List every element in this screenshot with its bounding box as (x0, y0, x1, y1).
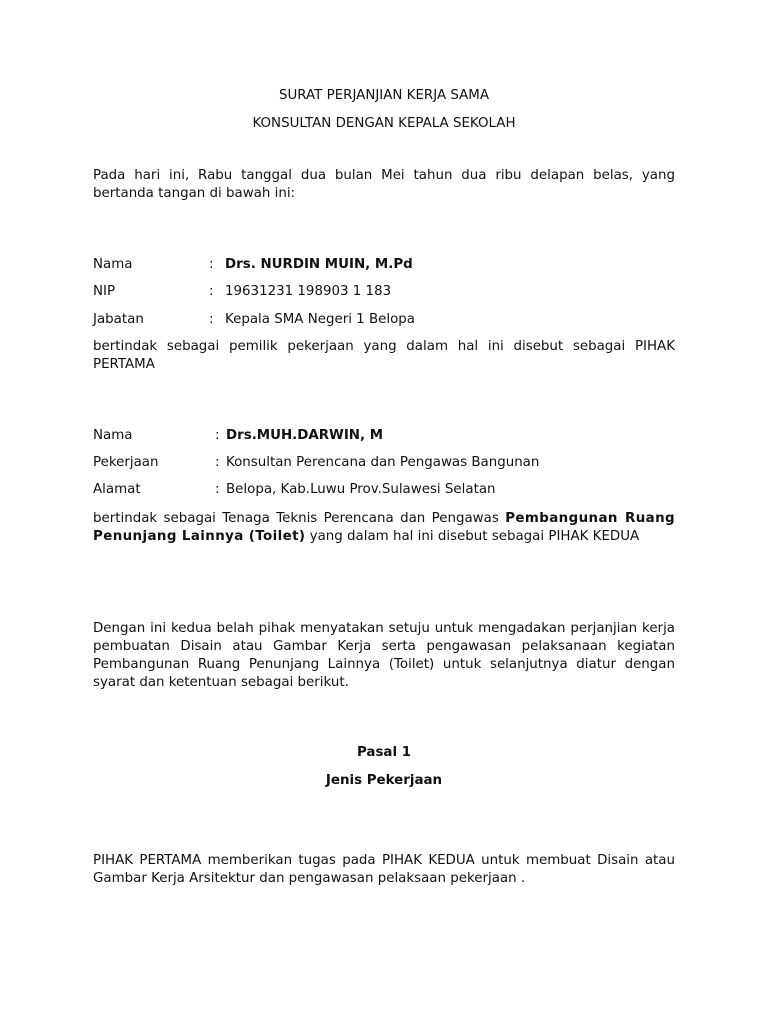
pasal-subheading: Jenis Pekerjaan (325, 773, 443, 788)
first-party-jabatan-value: Kepala SMA Negeri 1 Belopa (225, 312, 416, 327)
agreement-paragraph: Dengan ini kedua belah pihak menyatakan setuju untuk mengadakan perjanjian kerja pembuatan Disain atau Gambar Kerja serta pengawasan pelaksanaan kegiatan Pembangunan Ruang Penunjang Lainnya (Toilet) untuk selanjutnya diatur dengan syarat dan ketentuan sebagai berikut. (93, 621, 675, 690)
first-party-nip-value: 19631231 198903 1 183 (225, 284, 392, 299)
second-party-alamat-label: Alamat (93, 482, 141, 497)
document-subtitle: KONSULTAN DENGAN KEPALA SEKOLAH (252, 116, 516, 131)
intro-paragraph: Pada hari ini, Rabu tanggal dua bulan Mei tahun dua ribu delapan belas, yang bertanda tangan di bawah ini: (93, 168, 675, 201)
first-party-nip-label: NIP (93, 284, 116, 299)
pasal-paragraph: PIHAK PERTAMA memberikan tugas pada PIHAK KEDUA untuk membuat Disain atau Gambar Kerja Arsitektur dan pengawasan pelaksaan pekerjaan . (93, 853, 675, 886)
second-party-role-suffix: yang dalam hal ini disebut sebagai PIHAK KEDUA (305, 529, 640, 544)
second-party-nama-colon: : (215, 428, 220, 443)
first-party-jabatan-colon: : (209, 312, 214, 327)
second-party-pekerjaan-label: Pekerjaan (93, 455, 159, 470)
second-party-role-prefix: bertindak sebagai Tenaga Teknis Perencana dan Pengawas (93, 511, 506, 526)
second-party-alamat-value: Belopa, Kab.Luwu Prov.Sulawesi Selatan (226, 482, 496, 497)
second-party-pekerjaan-colon: : (215, 455, 220, 470)
pasal-heading: Pasal 1 (356, 745, 412, 760)
second-party-nama-value: Drs.MUH.DARWIN, M (226, 428, 384, 443)
second-party-pekerjaan-value: Konsultan Perencana dan Pengawas Bangunan (226, 455, 540, 470)
first-party-nama-value: Drs. NURDIN MUIN, M.Pd (225, 257, 413, 272)
document-title: SURAT PERJANJIAN KERJA SAMA (279, 88, 489, 103)
second-party-alamat-colon: : (215, 482, 220, 497)
second-party-nama-label: Nama (93, 428, 133, 443)
first-party-jabatan-label: Jabatan (93, 312, 144, 327)
second-party-role-project: Pembangunan Ruang Penunjang Lainnya (Toilet) (93, 511, 675, 544)
first-party-nip-colon: : (209, 284, 214, 299)
first-party-role-paragraph: bertindak sebagai pemilik pekerjaan yang dalam hal ini disebut sebagai PIHAK PERTAMA (93, 339, 675, 372)
second-party-role-paragraph (93, 510, 675, 546)
first-party-nama-label: Nama (93, 257, 133, 272)
first-party-nama-colon: : (209, 257, 214, 272)
